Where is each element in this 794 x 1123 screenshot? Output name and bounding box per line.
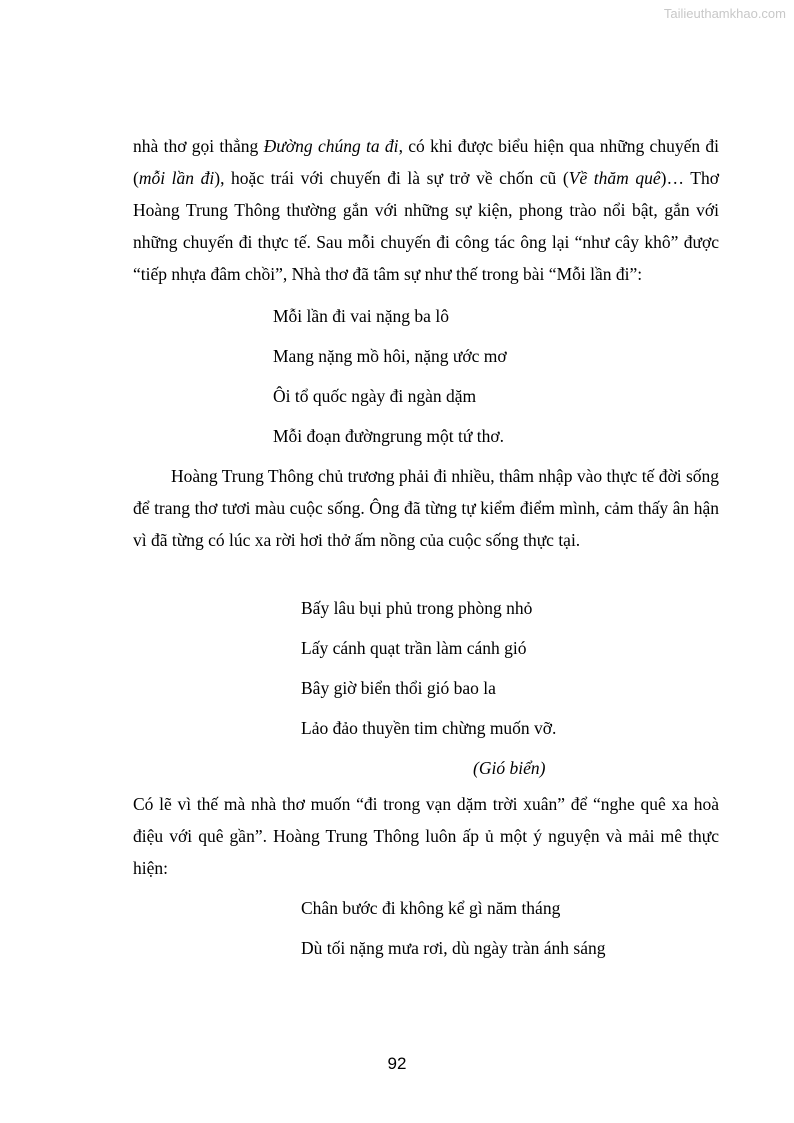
text-run: nhà thơ gọi thẳng: [133, 136, 264, 156]
text-run: )… Thơ Hoàng Trung Thông thường gắn với những sự kiện, phong trào nổi bật, gắn với những chuyến đi thực tế. Sau mỗi chuyến đi công tác ông lại “như cây khô” được “tiếp nhựa đâm chồi”, Nhà thơ đã tâm sự như thế trong bài “Mỗi lần đi”:: [133, 168, 719, 284]
poem-line: Dù tối nặng mưa rơi, dù ngày tràn ánh sáng: [301, 938, 606, 958]
poem-line: Mỗi lần đi vai nặng ba lô: [273, 306, 449, 326]
poem-line: Ôi tổ quốc ngày đi ngàn dặm: [273, 386, 477, 406]
page-body: [133, 130, 719, 968]
text-run: ), hoặc trái với chuyến đi là sự trở về chốn cũ (: [214, 168, 569, 188]
poem-chan-buoc: [133, 888, 719, 968]
paragraph-intro: [133, 130, 719, 290]
paragraph-co-le: Có lẽ vì thế mà nhà thơ muốn “đi trong vạn dặm trời xuân” để “nghe quê xa hoà điệu với quê gần”. Hoàng Trung Thông luôn ấp ủ một ý nguyện và mải mê thực hiện:: [133, 794, 719, 878]
page-number: 92: [387, 1054, 407, 1073]
poem-line: Chân bước đi không kể gì năm tháng: [301, 898, 561, 918]
italic-title: mỗi lần đi: [138, 168, 215, 188]
poem-line: Bây giờ biển thổi gió bao la: [301, 678, 496, 698]
poem-line: Mang nặng mồ hôi, nặng ước mơ: [273, 346, 507, 366]
watermark: Tailieuthamkhao.com: [663, 6, 786, 21]
poem-gio-bien: [133, 588, 719, 748]
poem-line: Mỗi đoạn đườngrung một tứ thơ.: [273, 426, 504, 446]
poem-line: Bấy lâu bụi phủ trong phòng nhỏ: [301, 598, 533, 618]
paragraph-hoang-trung-thong: Hoàng Trung Thông chủ trương phải đi nhiều, thâm nhập vào thực tế đời sống để trang thơ tươi màu cuộc sống. Ông đã từng tự kiểm điểm mình, cảm thấy ân hận vì đã từng có lúc xa rời hơi thở ấm nồng của cuộc sống thực tại.: [133, 466, 720, 550]
poem-line: Lảo đảo thuyền tim chừng muốn vỡ.: [301, 718, 557, 738]
italic-title: Về thăm quê: [568, 168, 661, 188]
italic-title: Đường chúng ta đi: [263, 136, 399, 156]
poem-line: Lấy cánh quạt trần làm cánh gió: [301, 638, 527, 658]
poem-caption: (Gió biển): [473, 758, 546, 778]
poem-moi-lan-di: [133, 296, 719, 456]
text-run: , có khi được biểu hiện qua những chuyến đi (: [133, 136, 720, 188]
